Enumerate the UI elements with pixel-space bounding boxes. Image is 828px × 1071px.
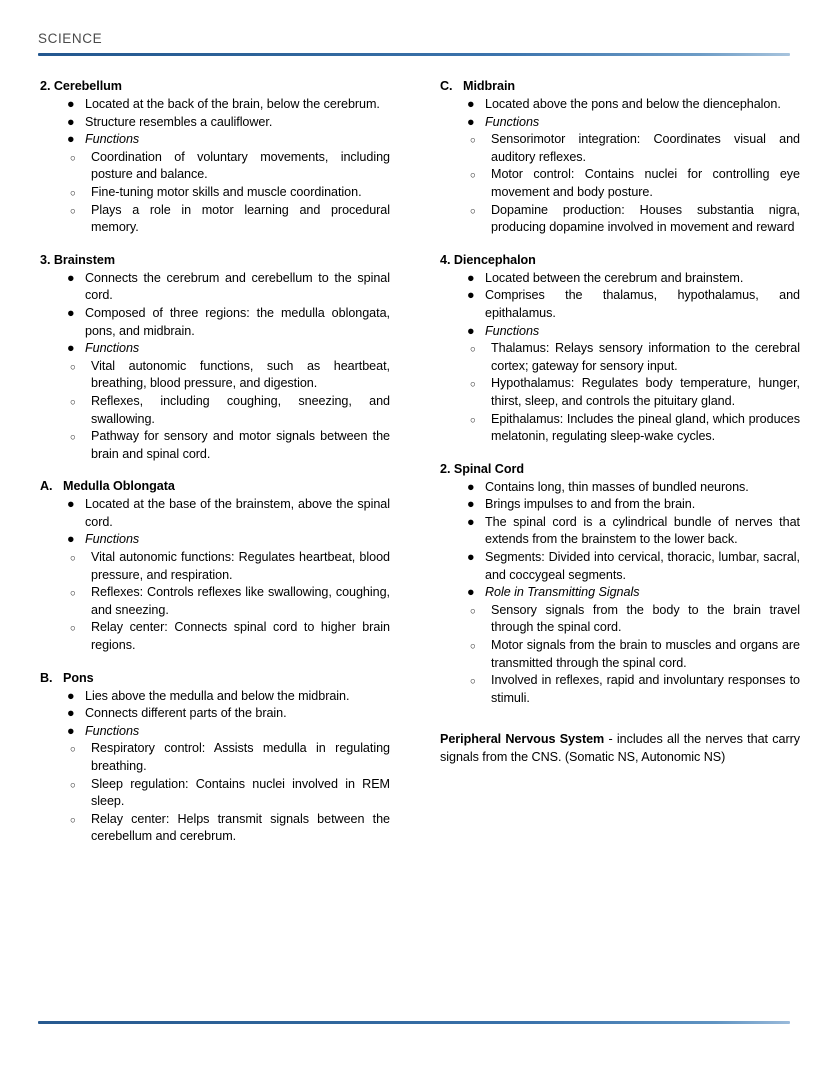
sub-list-container [440,340,800,446]
list-item [40,705,390,723]
bullet-marker-icon: ● [467,323,475,338]
page-title: SCIENCE [38,31,103,46]
list-item [40,305,390,340]
sub-bullet-list [40,358,390,464]
list-item-text: Contains long, thin masses of bundled neurons. [485,479,749,494]
section-heading-label: Medulla Oblongata [63,479,175,494]
section-heading-label: Midbrain [463,79,516,93]
bullet-marker-icon: ● [67,132,75,147]
section-heading-label: Pons [63,670,94,685]
bullet-list [40,688,390,846]
bullet-marker-icon: ● [67,706,75,721]
section-heading: 2. Spinal Cord [440,461,524,476]
list-item [440,96,800,114]
sub-bullet-marker-icon: ○ [70,779,76,791]
outline-section [40,670,390,846]
list-item [440,114,800,132]
sub-bullet-marker-icon: ○ [70,744,76,756]
section-heading-marker: A. [40,479,53,494]
sub-list-container [40,740,390,846]
sub-list-item [40,776,390,811]
bullet-marker-icon: ● [467,270,475,285]
list-item-text: Located at the base of the brainstem, above the spinal cord. [85,497,390,529]
sub-list-item-text: Thalamus: Relays sensory information to the cerebral cortex; gateway for sensory input. [491,341,800,373]
list-item [40,270,390,305]
header-divider-rule [38,53,790,56]
sub-list-item-text: Plays a role in motor learning and procedural memory. [91,202,390,235]
sub-list-item [40,811,390,846]
bullet-marker-icon: ● [467,497,475,512]
right-column [414,78,828,861]
list-item-text: Connects different parts of the brain. [85,706,287,721]
bullet-marker-icon: ● [67,497,75,512]
sub-list-item-text: Relay center: Helps transmit signals between the cerebellum and cerebrum. [91,811,390,844]
bullet-list [440,96,800,237]
list-item [40,688,390,706]
list-item-text: Segments: Divided into cervical, thoracic, lumbar, sacral, and coccygeal segments. [485,550,800,582]
sub-bullet-marker-icon: ○ [470,344,476,356]
sub-bullet-marker-icon: ○ [470,414,476,426]
sub-list-container [40,358,390,464]
sub-bullet-list [40,549,390,655]
sub-list-item [440,602,800,637]
list-item-text: Brings impulses to and from the brain. [485,497,696,512]
outline-section [440,252,800,446]
sub-bullet-marker-icon: ○ [70,553,76,565]
sub-list-item [40,393,390,428]
sub-list-item [440,202,800,237]
sub-list-item-text: Involved in reflexes, rapid and involuntary responses to stimuli. [491,673,800,705]
sub-list-item-text: Motor control: Contains nuclei for controlling eye movement and body posture. [491,167,800,199]
list-item [440,270,800,288]
sub-list-item-text: Reflexes, including coughing, sneezing, and swallowing. [91,393,390,426]
list-item [440,496,800,514]
section-heading: 3. Brainstem [40,252,115,267]
sub-list-item [440,411,800,446]
sub-list-item [40,149,390,184]
sub-bullet-marker-icon: ○ [470,170,476,182]
list-item [40,114,390,132]
list-item [440,549,800,584]
sub-list-item-text: Respiratory control: Assists medulla in regulating breathing. [91,741,390,773]
sub-bullet-marker-icon: ○ [470,135,476,147]
outline-section [40,252,390,464]
sub-bullet-list [440,340,800,446]
sub-bullet-marker-icon: ○ [70,814,76,826]
section-heading [440,78,800,95]
sub-list-item-text: Sensory signals from the body to the brain travel through the spinal cord. [491,602,800,635]
bullet-marker-icon: ● [467,585,475,600]
sub-list-item [40,428,390,463]
sub-list-item-text: Vital autonomic functions: Regulates heartbeat, blood pressure, and respiration. [91,550,390,582]
bullet-list [440,270,800,446]
list-item-text: Functions [485,323,540,338]
bullet-marker-icon: ● [67,305,75,320]
list-item-text: Located between the cerebrum and brainstem. [485,270,744,285]
section-heading: 2. Cerebellum [40,79,122,93]
bullet-marker-icon: ● [67,114,75,129]
list-item-text: Structure resembles a cauliflower. [85,114,273,129]
list-item [440,584,800,602]
left-column [0,78,414,861]
bullet-list [440,479,800,708]
outline-section [440,78,800,237]
closing-paragraph [440,731,800,766]
sub-bullet-marker-icon: ○ [470,379,476,391]
sub-list-item [440,375,800,410]
list-item [40,496,390,531]
bullet-marker-icon: ● [67,532,75,547]
sub-bullet-marker-icon: ○ [70,623,76,635]
list-item-text: Functions [485,114,540,129]
bullet-marker-icon: ● [467,479,475,494]
list-item-text: Located above the pons and below the diencephalon. [485,97,781,111]
bullet-marker-icon: ● [467,514,475,529]
section-heading-marker: C. [440,79,453,93]
page-footer [38,1016,790,1024]
sub-list-item-text: Relay center: Connects spinal cord to higher brain regions. [91,620,390,653]
list-item [440,479,800,497]
outline-section [40,478,390,654]
closing-paragraph-body: - includes all the nerves that carry signals from the CNS. (Somatic NS, Autonomic NS) [440,732,800,764]
list-item-text: The spinal cord is a cylindrical bundle of nerves that extends from the brainstem to the lower back. [485,514,800,547]
sub-list-item [40,202,390,237]
bullet-marker-icon: ● [467,550,475,565]
outline-section [40,78,390,237]
list-item-text: Functions [85,532,140,547]
bullet-marker-icon: ● [467,97,475,111]
closing-paragraph-lead: Peripheral Nervous System [440,732,605,747]
sub-list-container [440,602,800,708]
bullet-list [40,96,390,237]
sub-bullet-marker-icon: ○ [470,205,476,217]
footer-divider-rule [38,1021,790,1024]
list-item [440,514,800,549]
sub-bullet-list [40,149,390,237]
sub-list-item-text: Reflexes: Controls reflexes like swallowing, coughing, and sneezing. [91,585,390,617]
sub-bullet-marker-icon: ○ [70,187,76,199]
section-heading [40,670,390,687]
bullet-marker-icon: ● [67,270,75,285]
bullet-marker-icon: ● [67,723,75,738]
bullet-list [40,270,390,464]
sub-list-item-text: Hypothalamus: Regulates body temperature, hunger, thirst, sleep, and controls the pituitary gland. [491,376,800,408]
sub-bullet-marker-icon: ○ [70,396,76,408]
list-item-text: Lies above the medulla and below the midbrain. [85,688,350,703]
sub-list-container [440,131,800,237]
sub-list-item-text: Pathway for sensory and motor signals between the brain and spinal cord. [91,429,390,461]
sub-list-item-text: Sleep regulation: Contains nuclei involved in REM sleep. [91,776,390,809]
sub-list-item [440,166,800,201]
list-item-text: Functions [85,723,140,738]
list-item [40,723,390,741]
two-column-body [0,78,828,861]
sub-bullet-marker-icon: ○ [70,205,76,217]
list-item-text: Located at the back of the brain, below the cerebrum. [85,97,380,111]
bullet-marker-icon: ● [67,341,75,356]
sub-list-item [40,619,390,654]
bullet-marker-icon: ● [467,114,475,129]
sub-list-item [40,584,390,619]
list-item [40,340,390,358]
sub-bullet-list [40,740,390,846]
sub-list-item [440,340,800,375]
sub-bullet-marker-icon: ○ [70,361,76,373]
section-heading [40,478,390,495]
list-item-text: Comprises the thalamus, hypothalamus, and epithalamus. [485,288,800,320]
sub-list-item-text: Coordination of voluntary movements, including posture and balance. [91,149,390,182]
bullet-marker-icon: ● [67,97,75,111]
sub-list-item-text: Vital autonomic functions, such as heartbeat, breathing, blood pressure, and digestion. [91,358,390,391]
sub-list-container [40,149,390,237]
list-item [440,287,800,322]
sub-list-item [40,549,390,584]
outline-section [440,461,800,708]
sub-bullet-list [440,131,800,237]
list-item-text: Role in Transmitting Signals [485,585,640,600]
sub-bullet-marker-icon: ○ [470,605,476,617]
bullet-marker-icon: ● [467,288,475,303]
sub-list-item [440,672,800,707]
sub-list-item [440,131,800,166]
list-item-text: Connects the cerebrum and cerebellum to the spinal cord. [85,270,390,303]
list-item [40,96,390,114]
sub-bullet-list [440,602,800,708]
sub-list-container [40,549,390,655]
sub-list-item [40,184,390,202]
bullet-list [40,496,390,654]
sub-list-item-text: Sensorimotor integration: Coordinates visual and auditory reflexes. [491,132,800,164]
list-item-text: Composed of three regions: the medulla oblongata, pons, and midbrain. [85,305,390,338]
section-heading: 4. Diencephalon [440,252,536,267]
sub-list-item [440,637,800,672]
sub-list-item-text: Fine-tuning motor skills and muscle coordination. [91,184,362,199]
list-item-text: Functions [85,132,140,147]
sub-bullet-marker-icon: ○ [70,152,76,164]
sub-bullet-marker-icon: ○ [70,432,76,444]
sub-bullet-marker-icon: ○ [70,588,76,600]
list-item [440,323,800,341]
sub-list-item-text: Dopamine production: Houses substantia nigra, producing dopamine involved in movement and reward [491,202,800,235]
list-item-text: Functions [85,341,140,356]
page-header [38,30,790,56]
sub-bullet-marker-icon: ○ [470,676,476,688]
list-item [40,131,390,149]
bullet-marker-icon: ● [67,688,75,703]
sub-list-item-text: Motor signals from the brain to muscles and organs are transmitted through the spinal cord. [491,638,800,670]
section-heading-marker: B. [40,670,53,685]
sub-list-item [40,358,390,393]
list-item [40,531,390,549]
sub-bullet-marker-icon: ○ [470,641,476,653]
sub-list-item-text: Epithalamus: Includes the pineal gland, which produces melatonin, regulating sleep-wake cycles. [491,411,800,444]
sub-list-item [40,740,390,775]
